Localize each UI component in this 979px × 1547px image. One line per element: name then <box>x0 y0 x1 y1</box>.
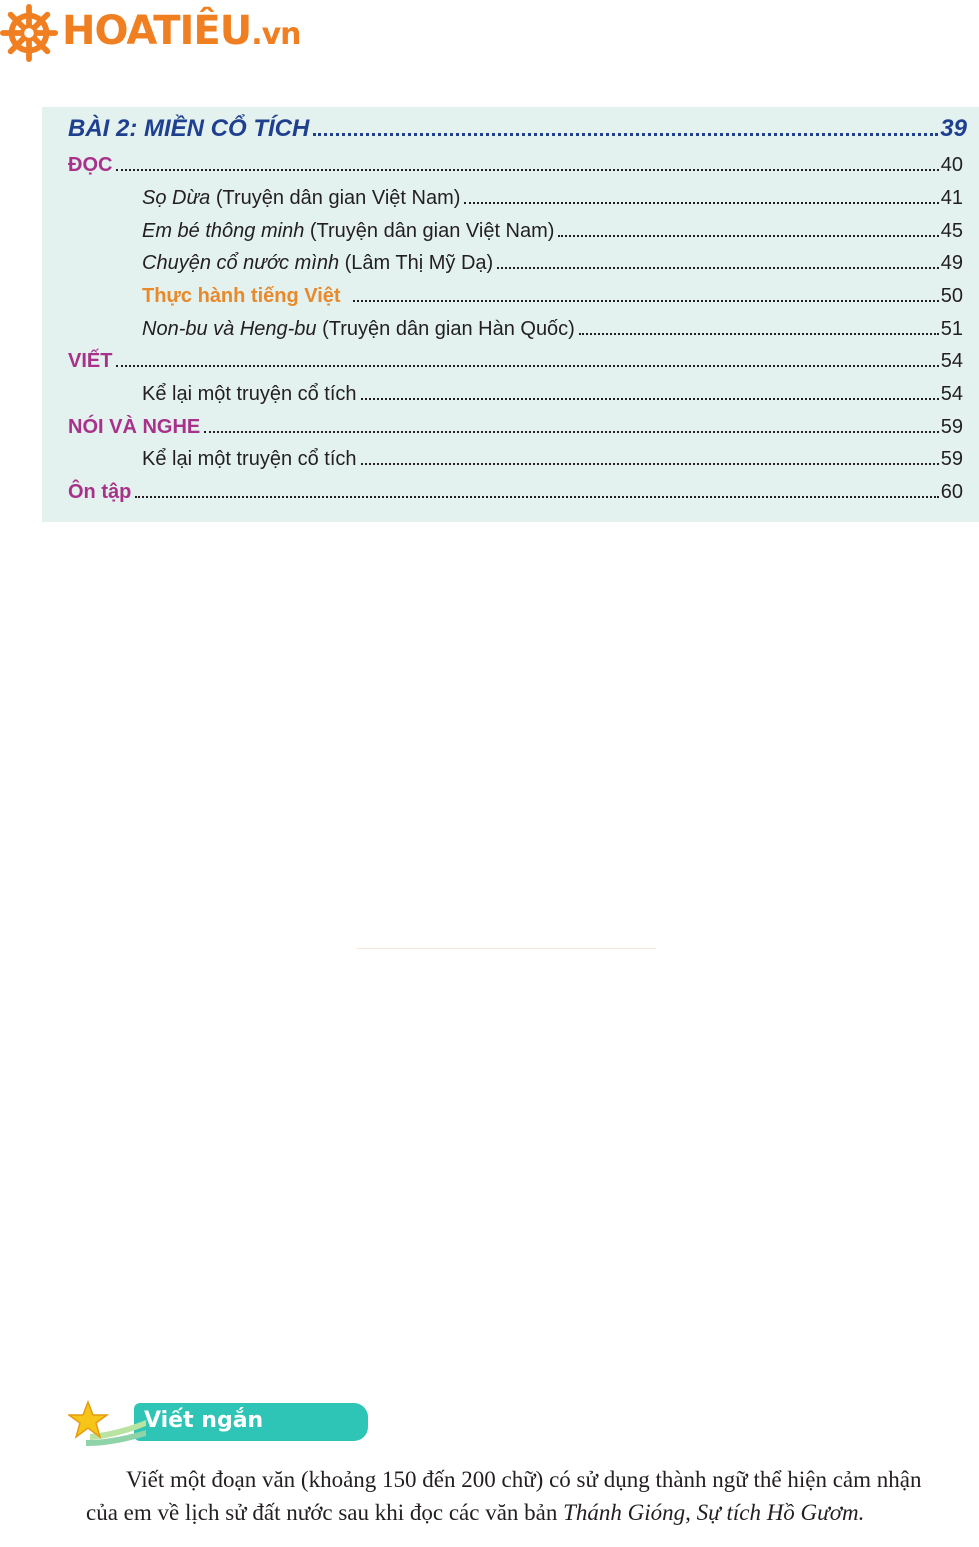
toc-leader <box>361 463 939 465</box>
toc-entry <box>68 409 963 439</box>
toc-practice-label: Thực hành tiếng Việt <box>142 285 341 307</box>
toc-section-label: NÓI VÀ NGHE <box>68 416 201 438</box>
toc-leader <box>204 431 939 433</box>
ship-wheel-icon <box>0 4 58 62</box>
toc-leader <box>353 300 939 302</box>
toc-item-source: (Truyện dân gian Việt Nam) <box>210 187 461 209</box>
toc-entry <box>68 147 963 177</box>
toc-page: 41 <box>940 187 963 209</box>
toc-entry <box>142 213 963 243</box>
toc-page: 59 <box>940 416 963 438</box>
toc-page: 49 <box>940 252 963 274</box>
toc-title: BÀI 2: MIỀN CỔ TÍCH <box>68 115 310 142</box>
writing-prompt <box>86 1463 966 1529</box>
toc-title-row <box>68 113 967 143</box>
toc-entry <box>142 441 963 471</box>
toc-item-title: Non-bu và Heng-bu <box>142 318 317 340</box>
toc-item-title: Em bé thông minh <box>142 220 305 242</box>
toc-item-source: (Truyện dân gian Việt Nam) <box>304 220 555 242</box>
logo-suffix: .vn <box>251 17 301 52</box>
toc-entry <box>142 180 963 210</box>
toc-section-label: ĐỌC <box>68 154 113 176</box>
prompt-line-2-text: của em về lịch sử đất nước sau khi đọc các văn bản <box>86 1500 564 1525</box>
logo-brand: HOATIÊU <box>62 8 252 54</box>
toc-leader <box>361 398 939 400</box>
toc-leader <box>313 133 938 136</box>
prompt-line-2 <box>86 1496 966 1529</box>
toc-section-label: Ôn tập <box>68 481 132 503</box>
toc-entry <box>68 474 963 504</box>
toc-leader <box>116 365 938 367</box>
toc-title-page: 39 <box>940 115 967 142</box>
toc-page: 40 <box>940 154 963 176</box>
toc-leader <box>558 235 938 237</box>
toc-page: 60 <box>940 481 963 503</box>
toc-entry <box>142 311 963 341</box>
toc-item-title: Sọ Dừa <box>142 187 211 209</box>
toc-item-source: (Lâm Thị Mỹ Dạ) <box>339 252 494 274</box>
toc-page: 54 <box>940 383 963 405</box>
divider <box>356 948 656 949</box>
toc-page: 54 <box>940 350 963 372</box>
toc-entry <box>142 278 963 308</box>
badge-label: Viết ngắn <box>144 1408 264 1433</box>
toc-page: 50 <box>940 285 963 307</box>
toc-leader <box>116 169 938 171</box>
toc-leader <box>135 496 938 498</box>
prompt-text-titles: Thánh Gióng, Sự tích Hồ Gươm. <box>563 1500 865 1525</box>
toc-entry <box>142 376 963 406</box>
table-of-contents <box>42 107 979 522</box>
toc-leader <box>497 267 939 269</box>
toc-page: 45 <box>940 220 963 242</box>
toc-leader <box>579 333 939 335</box>
short-writing-badge <box>68 1400 303 1448</box>
toc-item-title: Kể lại một truyện cổ tích <box>142 383 357 405</box>
shooting-star-icon <box>68 1400 148 1446</box>
toc-entry <box>142 245 963 275</box>
toc-item-source: (Truyện dân gian Hàn Quốc) <box>316 318 575 340</box>
toc-page: 59 <box>940 448 963 470</box>
toc-item-title: Chuyện cổ nước mình <box>142 252 340 274</box>
toc-page: 51 <box>940 318 963 340</box>
toc-section-label: VIẾT <box>68 350 113 372</box>
toc-entry <box>68 343 963 373</box>
prompt-line-1: Viết một đoạn văn (khoảng 150 đến 200 chữ) có sử dụng thành ngữ thể hiện cảm nhận <box>126 1467 922 1492</box>
toc-item-title: Kể lại một truyện cổ tích <box>142 448 357 470</box>
logo-text <box>62 8 301 54</box>
toc-leader <box>464 202 938 204</box>
